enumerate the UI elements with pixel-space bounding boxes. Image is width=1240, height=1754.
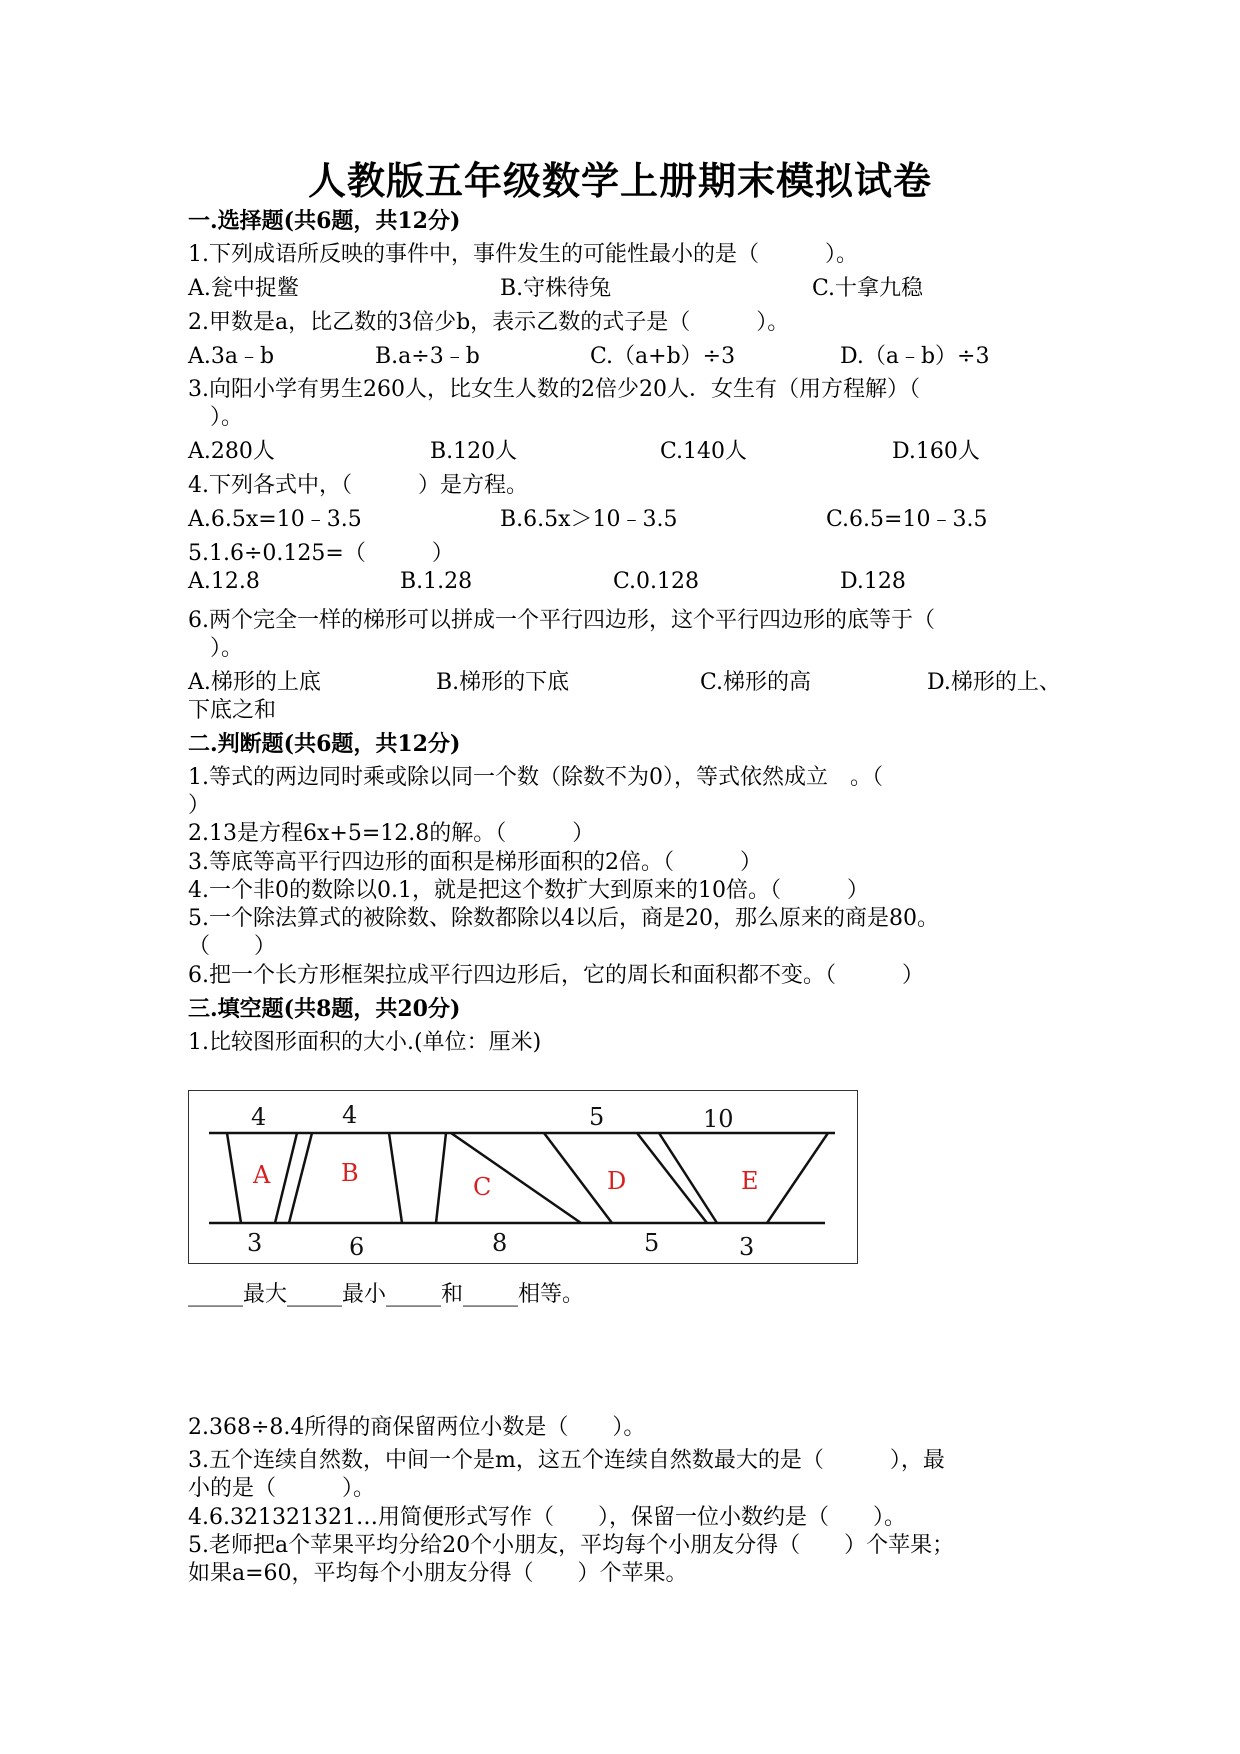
question-text: 1.比较图形面积的大小.(单位：厘米) xyxy=(188,1030,542,1055)
option-a: A.3a﹣b xyxy=(188,344,275,369)
question-text: 5.老师把a个苹果平均分给20个小朋友，平均每个小朋友分得（ ）个苹果； xyxy=(188,1533,955,1558)
question-text: 2.甲数是a，比乙数的3倍少b，表示乙数的式子是（ ）。 xyxy=(188,310,790,335)
question-text-cont: ）。 xyxy=(188,636,244,661)
option-c: C.十拿九稳 xyxy=(812,276,924,301)
section-heading-judge: 二.判断题(共6题，共12分) xyxy=(188,731,461,757)
option-b: B.1.28 xyxy=(400,569,473,594)
top-label: 10 xyxy=(703,1105,734,1133)
option-d: D.160人 xyxy=(892,439,980,464)
bottom-label: 3 xyxy=(247,1229,263,1257)
question-text: 1.下列成语所反映的事件中，事件发生的可能性最小的是（ ）。 xyxy=(188,242,858,267)
shape-b-right-edge xyxy=(389,1133,402,1223)
question-text-cont: ） xyxy=(188,793,211,818)
option-a: A.梯形的上底 xyxy=(188,670,321,695)
question-text: 5.1.6÷0.125=（ ） xyxy=(188,541,454,566)
question-text: 4.一个非0的数除以0.1，就是把这个数扩大到原来的10倍。（ ） xyxy=(188,878,869,903)
section-heading-choice: 一.选择题(共6题，共12分) xyxy=(188,208,461,234)
shape-e-right-edge xyxy=(767,1133,828,1223)
option-a: A.瓮中捉鳖 xyxy=(188,276,299,301)
question-text-cont: （ ） xyxy=(188,934,277,959)
shape-letter-c: C xyxy=(473,1173,492,1201)
question-text: 1.等式的两边同时乘或除以同一个数（除数不为0），等式依然成立 。（ xyxy=(188,765,883,790)
shape-d-left-edge xyxy=(544,1133,612,1223)
page-title: 人教版五年级数学上册期末模拟试卷 xyxy=(307,158,932,203)
option-a: A.280人 xyxy=(188,439,275,464)
question-text: 6.把一个长方形框架拉成平行四边形后，它的周长和面积都不变。（ ） xyxy=(188,963,924,988)
bottom-label: 3 xyxy=(739,1233,755,1261)
question-text-cont: ）。 xyxy=(188,405,244,430)
option-b: B.梯形的下底 xyxy=(436,670,570,695)
option-b: B.6.5x＞10﹣3.5 xyxy=(500,507,678,532)
answer-blanks: _____最大_____最小_____和_____相等。 xyxy=(188,1282,585,1307)
option-a: A.12.8 xyxy=(188,569,260,594)
trapezoid-figure xyxy=(188,1090,858,1264)
bottom-label: 5 xyxy=(644,1229,660,1257)
question-text: 3.五个连续自然数，中间一个是m，这五个连续自然数最大的是（ ），最 xyxy=(188,1448,945,1473)
shape-a-left-edge xyxy=(227,1133,241,1223)
question-text: 6.两个完全一样的梯形可以拼成一个平行四边形，这个平行四边形的底等于（ xyxy=(188,608,935,633)
option-c: C.梯形的高 xyxy=(700,670,812,695)
option-d: D.梯形的上、 xyxy=(927,670,1061,695)
option-b: B.守株待兔 xyxy=(500,276,612,301)
option-c: C.（a+b）÷3 xyxy=(590,344,736,369)
option-a: A.6.5x=10﹣3.5 xyxy=(188,507,362,532)
option-d: D.128 xyxy=(840,569,906,594)
shape-c-left-edge xyxy=(436,1133,446,1223)
shape-e-left-edge xyxy=(659,1133,717,1223)
bottom-label: 8 xyxy=(492,1229,508,1257)
question-text-cont: 如果a=60，平均每个小朋友分得（ ）个苹果。 xyxy=(188,1561,688,1586)
option-d-cont: 下底之和 xyxy=(188,698,277,723)
shape-letter-b: B xyxy=(341,1159,359,1187)
option-b: B.a÷3﹣b xyxy=(375,344,480,369)
option-c: C.0.128 xyxy=(613,569,700,594)
shape-c-diagonal xyxy=(451,1133,581,1223)
bottom-label: 6 xyxy=(349,1233,365,1261)
top-label: 4 xyxy=(251,1103,267,1131)
option-c: C.140人 xyxy=(660,439,748,464)
question-text: 3.向阳小学有男生260人，比女生人数的2倍少20人．女生有（用方程解）（ xyxy=(188,377,920,402)
shape-letter-e: E xyxy=(741,1167,759,1195)
question-text: 4.下列各式中，（ ）是方程。 xyxy=(188,473,528,498)
question-text: 5.一个除法算式的被除数、除数都除以4以后，商是20，那么原来的商是80。 xyxy=(188,906,939,931)
section-heading-fill: 三.填空题(共8题，共20分) xyxy=(188,996,461,1022)
question-text: 2.13是方程6x+5=12.8的解。（ ） xyxy=(188,821,595,846)
top-label: 5 xyxy=(589,1103,605,1131)
option-d: D.（a﹣b）÷3 xyxy=(840,344,990,369)
figure-drawing xyxy=(189,1091,859,1265)
shape-d-right-edge xyxy=(637,1133,707,1223)
question-text: 4.6.321321321…用简便形式写作（ ），保留一位小数约是（ ）。 xyxy=(188,1505,906,1530)
question-text: 2.368÷8.4所得的商保留两位小数是（ ）。 xyxy=(188,1415,646,1440)
question-text: 3.等底等高平行四边形的面积是梯形面积的2倍。（ ） xyxy=(188,850,762,875)
top-label: 4 xyxy=(342,1101,358,1129)
option-c: C.6.5=10﹣3.5 xyxy=(826,507,988,532)
option-b: B.120人 xyxy=(430,439,518,464)
shape-letter-d: D xyxy=(607,1167,627,1195)
shape-letter-a: A xyxy=(253,1161,271,1189)
question-text-cont: 小的是（ ）。 xyxy=(188,1476,376,1501)
